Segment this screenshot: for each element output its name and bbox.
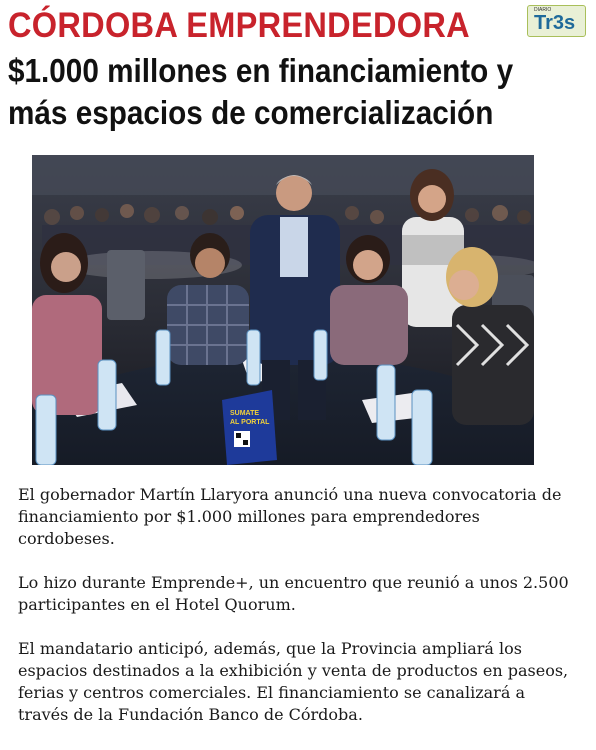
- logo-prefix: DIARIO: [534, 7, 552, 13]
- portal-banner-sign: [222, 390, 277, 465]
- paragraph-1: El gobernador Martín Llaryora anunció una nueva convocatoria de financiamiento por $1.000 millones para emprendedores cordobeses.: [18, 485, 562, 548]
- headline: [8, 50, 539, 134]
- event-photo-illustration: [32, 155, 534, 465]
- logo-name: Tr3s: [534, 12, 576, 34]
- paragraph-3: El mandatario anticipó, además, que la Provincia ampliará los espacios destinados a la exhibición y venta de productos en paseos, ferias y centros comerciales. El financiamiento se canalizará a través de la Fundación Banco de Córdoba.: [18, 639, 569, 724]
- banner-text-2: AL PORTAL: [230, 419, 270, 426]
- paragraph-2: Lo hizo durante Emprende+, un encuentro que reunió a unos 2.500 participantes en el Hotel Quorum.: [18, 573, 569, 614]
- headline-line-1: $1.000 millones en financiamiento y: [8, 52, 514, 89]
- event-photo: [32, 155, 534, 465]
- article-body: [18, 484, 578, 748]
- banner-text-1: SUMATE: [230, 410, 260, 417]
- headline-line-2: más espacios de comercialización: [8, 94, 494, 131]
- chair: [107, 250, 145, 320]
- section-title: CÓRDOBA EMPRENDEDORA: [8, 6, 470, 45]
- diario-tres-logo[interactable]: [527, 5, 586, 37]
